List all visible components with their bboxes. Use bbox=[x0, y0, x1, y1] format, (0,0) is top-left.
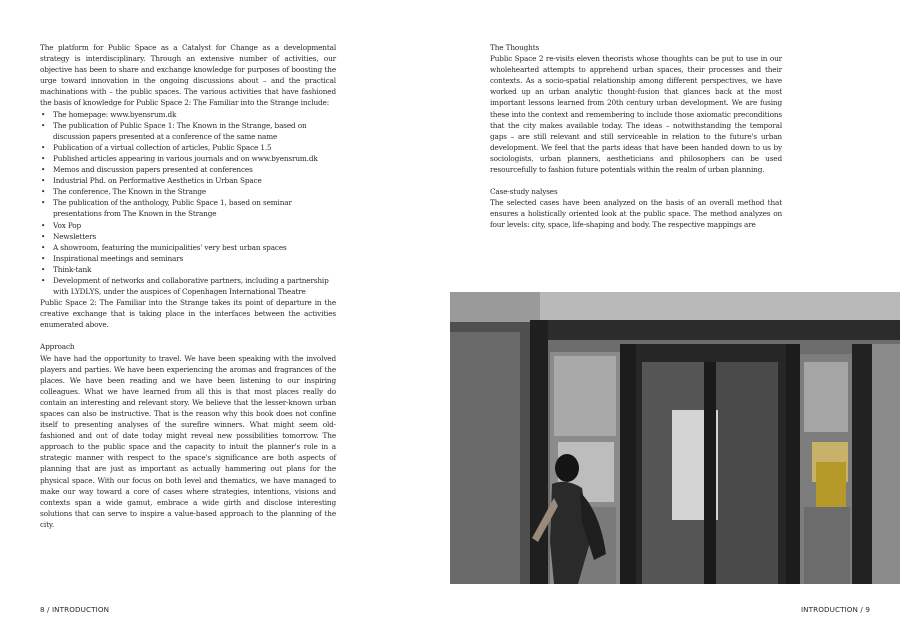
activities-list bbox=[40, 109, 336, 298]
list-item: • The publication of Public Space 1: The Known in the Strange, based on discussion papers presented at a conference of the same name bbox=[40, 120, 336, 142]
photo-illustration bbox=[450, 292, 900, 584]
case-study-heading: Case-study nalyses bbox=[490, 187, 558, 197]
list-item: • A showroom, featuring the municipalities' very best urban spaces bbox=[40, 242, 336, 253]
list-item: • Memos and discussion papers presented at conferences bbox=[40, 164, 336, 175]
list-item: • The publication of the anthology, Public Space 1, based on seminar presentations from The Known in the Strange bbox=[40, 197, 336, 219]
thoughts-paragraph: Public Space 2 re-visits eleven theorists whose thoughts can be put to use in our wholehearted attempts to apprehend urban spaces, their processes and their contexts. As a socio-spatial relationship among different perspectives, we have worked up an urban analytic thought-fusion that glances back at the most important lessons learned from 20th century urban development. We are fusing these into the context and remembering to include those axiomatic preconditions that the city makes available today. The ideas – notwithstanding the temporal gaps – are still relevant and still serviceable in relation to the future's urban development. We feel that the parts ideas that have been handed down to us by sociologists, urban planners, aestheticians and philosophers can be used resourcefully to fashion future potentials within the realm of urban planning. bbox=[490, 54, 782, 175]
right-page bbox=[450, 0, 900, 636]
thoughts-heading: The Thoughts bbox=[490, 43, 540, 52]
list-item: • Industrial Phd. on Performative Aesthetics in Urban Space bbox=[40, 175, 336, 186]
page-number-right: INTRODUCTION / 9 bbox=[800, 605, 870, 614]
list-item: • The homepage: www.byensrum.dk bbox=[40, 109, 336, 120]
page-number-left: 8 / INTRODUCTION bbox=[40, 605, 110, 614]
list-item: • Inspirational meetings and seminars bbox=[40, 253, 336, 264]
case-study-paragraph: The selected cases have been analyzed on the basis of an overall method that ensures a holistically oriented look at the public space. The method analyzes on four levels: city, space, life-shaping and body. The respective mappings are bbox=[490, 198, 782, 230]
after-list-paragraph: Public Space 2: The Familiar into the Strange takes its point of departure in the creative exchange that is taking place in the interfaces between the activities enumerated above. bbox=[40, 298, 336, 330]
approach-heading: Approach bbox=[40, 342, 75, 352]
approach-paragraph: We have had the opportunity to travel. We have been speaking with the involved players and parties. We have been experiencing the aromas and fragrances of the places. We have been reading and we have been listening to our inspiring colleagues. What we have learned from all this is that most places really do contain an interesting and relevant story. We believe that the lesser-known urban spaces can also be instructive. That is the reason why this book does not confine itself to presenting analyses of the surefire winners. What might seem old-fashioned and out of date today might reveal new possibilities tomorrow. The approach to the public space and the capacity to intuit the planner's role in a strategic manner with respect to the space's significance are both aspects of planning that are just as important as actually hammering out plans for the physical space. With our focus on both level and thematics, we have managed to make our way toward a core of cases where strategies, intentions, visions and contexts span a wide gamut, embrace a wide girth and disclose interesting solutions that can serve to inspire a value-based approach to the planning of the city. bbox=[40, 353, 336, 529]
list-item: • Think-tank bbox=[40, 264, 336, 275]
list-item: • Vox Pop bbox=[40, 220, 336, 231]
list-item: • Publication of a virtual collection of articles, Public Space 1.5 bbox=[40, 142, 336, 153]
right-text-column bbox=[490, 42, 782, 231]
list-item: • The conference, The Known in the Strange bbox=[40, 186, 336, 197]
left-text-column bbox=[40, 42, 336, 530]
list-item: • Published articles appearing in various journals and on www.byensrum.dk bbox=[40, 153, 336, 164]
list-item: • Newsletters bbox=[40, 231, 336, 242]
intro-paragraph: The platform for Public Space as a Catalyst for Change as a developmental strategy is interdisciplinary. Through an extensive number of activities, our objective has been to share and exchange knowledge for purposes of boosting the urge toward innovation in the ongoing discussions about – and the practical machinations with – the public spaces. The various activities that have fashioned the basis of knowledge for Public Space 2: The Familiar into the Strange include: bbox=[40, 43, 336, 108]
photo-glass-doors bbox=[450, 292, 900, 584]
list-item: • Development of networks and collaborative partners, including a partnership with LYDLYS, under the auspices of Copenhagen International Theatre bbox=[40, 275, 336, 297]
